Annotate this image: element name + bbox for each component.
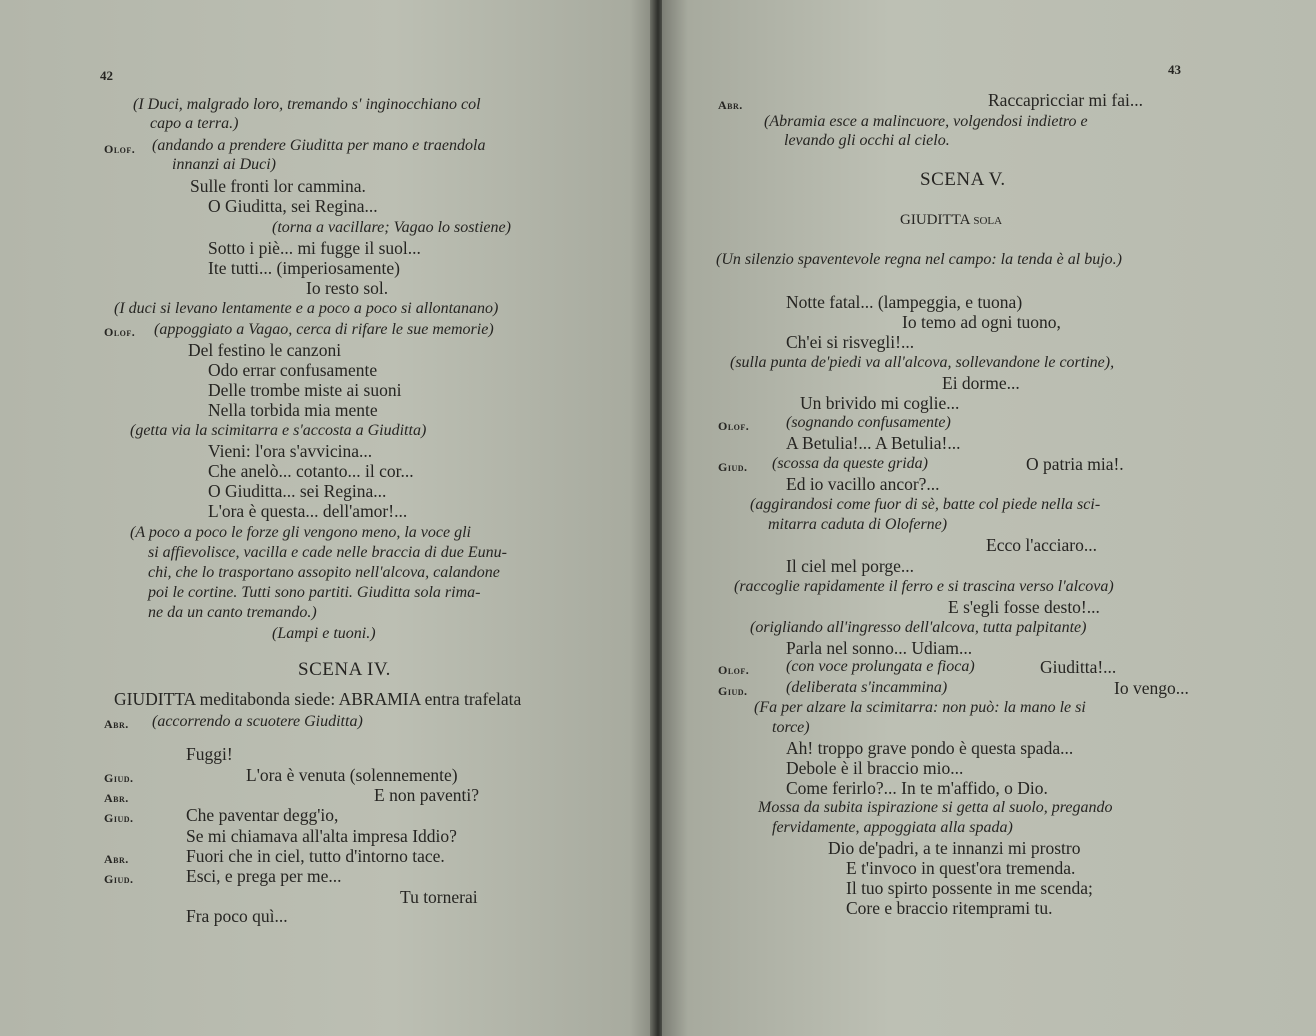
verse-line: E non paventi? [374,785,479,805]
verse-line: Notte fatal... (lampeggia, e tuona) [786,292,1023,312]
verse-line: Io temo ad ogni tuono, [902,312,1061,332]
verse-line: Come ferirlo?... In te m'affido, o Dio. [786,778,1048,798]
stage-direction: chi, che lo trasportano assopito nell'alcova, calandone [148,564,500,581]
stage-direction: (sognando confusamente) [786,414,951,431]
verse-line: O patria mia!. [1026,454,1124,474]
stage-direction: (origliando all'ingresso dell'alcova, tutta palpitante) [750,619,1087,636]
stage-direction: (A poco a poco le forze gli vengono meno, la voce gli [130,524,471,541]
speaker-label: Abr. [718,98,743,112]
verse-line: Ed io vacillo ancor?... [786,474,940,494]
stage-direction: (accorrendo a scuotere Giuditta) [152,713,363,730]
speaker-label: Abr. [104,791,129,805]
stage-direction: torce) [772,719,810,736]
verse-line: Io resto sol. [306,278,389,298]
right-page [662,0,1316,1036]
speaker-label: Giud. [104,872,134,886]
stage-direction: (I duci si levano lentamente e a poco a poco si allontanano) [114,300,499,317]
scene-heading: SCENA IV. [298,659,391,680]
stage-direction: (deliberata s'incammina) [786,679,948,696]
verse-line: A Betulia!... A Betulia!... [786,433,961,453]
speaker-label: Giud. [104,811,134,825]
speaker-label: Giud. [718,684,748,698]
verse-line: Del festino le canzoni [188,340,342,360]
stage-direction: (scossa da queste grida) [772,455,928,472]
verse-line: E t'invoco in quest'ora tremenda. [846,858,1076,878]
speaker-label: Giud. [104,771,134,785]
stage-direction: Mossa da subita ispirazione si getta al suolo, pregando [758,799,1113,816]
verse-line: Fuggi! [186,744,233,764]
stage-direction: (appoggiato a Vagao, cerca di rifare le sue memorie) [154,321,494,338]
speaker-label: Olof. [104,142,136,156]
verse-line: Parla nel sonno... Udiam... [786,638,973,658]
stage-direction: (sulla punta de'piedi va all'alcova, sollevandone le cortine), [730,354,1115,371]
verse-line: Il ciel mel porge... [786,556,914,576]
stage-direction: (andando a prendere Giuditta per mano e traendola [152,137,486,154]
verse-line: Dio de'padri, a te innanzi mi prostro [828,838,1081,858]
speaker-label: Olof. [718,419,750,433]
stage-direction: mitarra caduta di Oloferne) [768,516,948,533]
stage-direction: innanzi ai Duci) [172,156,276,173]
page-number: 43 [1168,62,1181,77]
stage-direction: (raccoglie rapidamente il ferro e si trascina verso l'alcova) [734,578,1114,595]
speaker-label: Abr. [104,717,129,731]
verse-line: Che anelò... cotanto... il cor... [208,461,414,481]
verse-line: Delle trombe miste ai suoni [208,380,402,400]
verse-line: Core e braccio ritemprami tu. [846,898,1053,918]
verse-line: Io vengo... [1114,678,1189,698]
stage-direction: ne da un canto tremando.) [148,604,317,621]
verse-line: Ah! troppo grave pondo è questa spada... [786,738,1074,758]
verse-line: Il tuo spirto possente in me scenda; [846,878,1093,898]
stage-direction: fervidamente, appoggiata alla spada) [772,819,1013,836]
scene-heading: SCENA V. [920,169,1006,190]
speaker-label: Olof. [104,325,136,339]
verse-line: Raccapricciar mi fai... [988,90,1143,110]
verse-line: Esci, e prega per me... [186,866,342,886]
verse-line: Ecco l'acciaro... [986,535,1097,555]
stage-direction: capo a terra.) [150,115,239,132]
stage-direction: (aggirandosi come fuor di sè, batte col piede nella sci- [750,496,1101,513]
verse-line: Sulle fronti lor cammina. [190,176,366,196]
speaker-label: Abr. [104,852,129,866]
stage-direction: (Fa per alzare la scimitarra: non può: la mano le si [754,699,1086,716]
verse-line: Giuditta!... [1040,657,1117,677]
verse-line: Sotto i piè... mi fugge il suol... [208,238,421,258]
verse-line: E s'egli fosse desto!... [948,597,1100,617]
verse-line: Ite tutti... (imperiosamente) [208,258,400,278]
verse-line: Vieni: l'ora s'avvicina... [208,441,373,461]
stage-direction: (torna a vacillare; Vagao lo sostiene) [272,219,511,236]
verse-line: Se mi chiamava all'alta impresa Iddio? [186,826,457,846]
stage-direction: levando gli occhi al cielo. [784,132,950,149]
verse-line: GIUDITTA meditabonda siede: ABRAMIA entra trafelata [114,689,522,709]
stage-direction: (getta via la scimitarra e s'accosta a Giuditta) [130,422,427,439]
stage-direction: (I Duci, malgrado loro, tremando s' inginocchiano col [133,96,481,113]
speaker-label: Giud. [718,460,748,474]
stage-direction: (con voce prolungata e fioca) [786,658,975,675]
verse-line: Fra poco quì... [186,906,288,926]
left-page [0,0,656,1036]
verse-line: L'ora è questa... dell'amor!... [208,501,408,521]
verse-line: Debole è il braccio mio... [786,758,964,778]
speaker-label: Olof. [718,663,750,677]
stage-direction: (Abramia esce a malincuore, volgendosi indietro e [764,113,1088,130]
stage-direction: poi le cortine. Tutti sono partiti. Giuditta sola rima- [148,584,481,601]
verse-line: GIUDITTA sola [900,212,1003,228]
verse-line: Tu tornerai [400,887,478,907]
verse-line: L'ora è venuta (solennemente) [246,765,458,785]
verse-line: Che paventar degg'io, [186,805,339,825]
verse-line: Un brivido mi coglie... [800,393,960,413]
verse-line: O Giuditta, sei Regina... [208,196,378,216]
page-number: 42 [100,68,113,83]
verse-line: O Giuditta... sei Regina... [208,481,387,501]
verse-line: Fuori che in ciel, tutto d'intorno tace. [186,846,445,866]
stage-direction: (Un silenzio spaventevole regna nel campo: la tenda è al bujo.) [716,251,1122,268]
verse-line: Odo errar confusamente [208,360,378,380]
verse-line: Nella torbida mia mente [208,400,378,420]
verse-line: Ch'ei si risvegli!... [786,332,915,352]
stage-direction: si affievolisce, vacilla e cade nelle braccia di due Eunu- [148,544,507,561]
stage-direction: (Lampi e tuoni.) [272,625,376,642]
verse-line: Ei dorme... [942,373,1020,393]
